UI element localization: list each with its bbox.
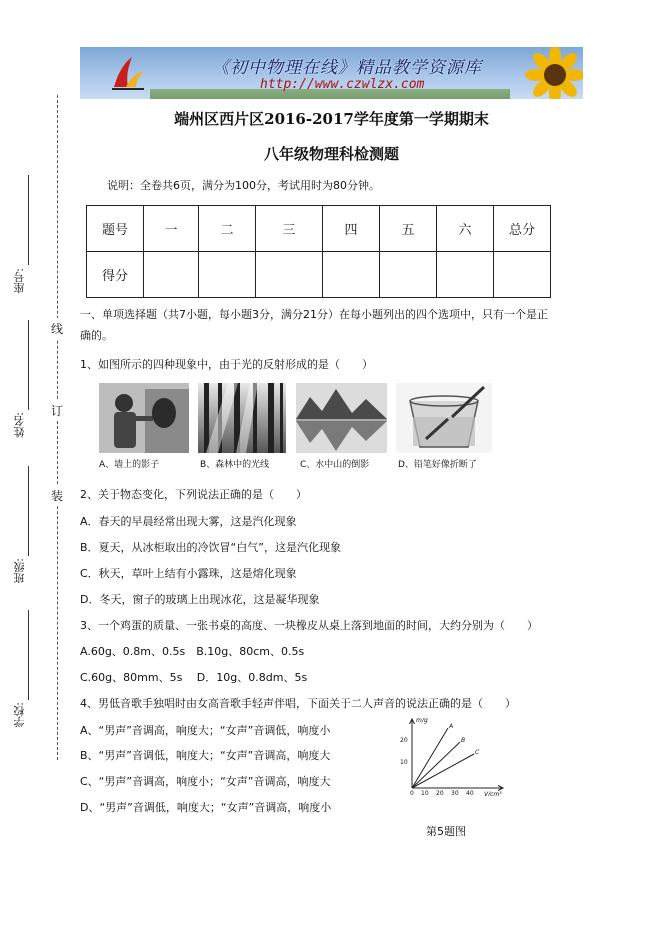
q2-stem: 2、关于物态变化，下列说法正确的是（ ） bbox=[80, 488, 307, 501]
score-cell[interactable] bbox=[144, 252, 199, 298]
score-cell[interactable] bbox=[494, 252, 551, 298]
graph-x-tick-20: 20 bbox=[436, 790, 444, 796]
exam-title: 端州区西片区2016-2017学年度第一学期期末 bbox=[174, 110, 489, 128]
score-header-cell: 题号 bbox=[87, 206, 144, 252]
q1-image-c-mountain-reflection bbox=[296, 383, 387, 453]
school-field[interactable] bbox=[28, 610, 29, 700]
binding-dashed-line bbox=[57, 95, 58, 760]
q1-image-d-pencil-glass bbox=[396, 383, 492, 453]
section1-intro-line1: 一、单项选择题（共7小题，每小题3分，满分21分）在每小题列出的四个选项中，只有一个是正 bbox=[80, 308, 548, 321]
q4-option-c: C、“男声”音调高，响度小；“女声”音调高，响度大 bbox=[80, 775, 331, 788]
score-table bbox=[86, 205, 551, 298]
school-label: 学校: bbox=[13, 702, 26, 728]
score-header-cell: 一 bbox=[144, 206, 199, 252]
bind-char-xian: 线 bbox=[51, 318, 63, 339]
graph-x-tick-10: 10 bbox=[421, 790, 429, 796]
score-cell[interactable] bbox=[323, 252, 380, 298]
q3-stem: 3、一个鸡蛋的质量、一张书桌的高度、一块橡皮从桌上落到地面的时间，大约分别为（ ） bbox=[80, 619, 538, 632]
score-header-cell: 二 bbox=[199, 206, 256, 252]
score-table-header-row bbox=[87, 206, 551, 252]
q2-option-b: B．夏天，从冰柜取出的冷饮冒“白气”，这是汽化现象 bbox=[80, 541, 341, 554]
name-field[interactable] bbox=[28, 320, 29, 410]
banner-url: http://www.czwlzx.com bbox=[260, 77, 425, 92]
score-header-cell: 三 bbox=[256, 206, 323, 252]
exam-subtitle: 八年级物理科检测题 bbox=[263, 145, 399, 163]
q4-option-b: B、“男声”音调低，响度大；“女声”音调高，响度大 bbox=[80, 749, 331, 762]
q2-option-d: D．冬天，窗子的玻璃上出现冰花，这是凝华现象 bbox=[80, 593, 320, 606]
graph-x-tick-30: 30 bbox=[451, 790, 459, 796]
seat-label: 座号: bbox=[13, 268, 26, 294]
q2-option-c: C．秋天，草叶上结有小露珠，这是熔化现象 bbox=[80, 567, 297, 580]
seat-field[interactable] bbox=[28, 175, 29, 265]
banner-slogan: 《初中物理在线》精品教学资源库 bbox=[212, 58, 482, 78]
q1-caption-a: A、墙上的影子 bbox=[99, 460, 160, 470]
q4-option-a: A、“男声”音调高，响度大；“女声”音调低，响度小 bbox=[80, 724, 331, 737]
q3-options-cd: C.60g、80mm、5s D．10g、0.8dm、5s bbox=[80, 671, 308, 684]
graph-y-label: m/g bbox=[416, 717, 428, 724]
graph-line-c bbox=[412, 754, 474, 788]
score-cell[interactable] bbox=[256, 252, 323, 298]
class-label: 班级: bbox=[13, 558, 26, 584]
score-header-cell: 六 bbox=[437, 206, 494, 252]
exam-note: 说明：全卷共6页，满分为100分，考试用时为80分钟。 bbox=[107, 179, 380, 192]
header-banner bbox=[80, 47, 583, 99]
q4-stem: 4、男低音歌手独唱时由女高音歌手轻声伴唱，下面关于二人声音的说法正确的是（ ） bbox=[80, 697, 516, 710]
graph-y-tick-10: 10 bbox=[400, 759, 408, 766]
graph-x-label: V/cm³ bbox=[484, 791, 502, 796]
graph-label-a: A bbox=[449, 723, 454, 730]
figure5-caption: 第5题图 bbox=[426, 825, 466, 838]
logo-icon bbox=[108, 53, 148, 93]
graph-x-tick-0: 0 bbox=[410, 790, 414, 796]
graph-x-tick-40: 40 bbox=[466, 790, 474, 796]
q1-caption-b: B、森林中的光线 bbox=[200, 460, 270, 470]
score-cell[interactable] bbox=[437, 252, 494, 298]
score-cell[interactable] bbox=[199, 252, 256, 298]
graph-y-tick-20: 20 bbox=[400, 737, 408, 744]
q1-caption-c: C、水中山的倒影 bbox=[300, 460, 370, 470]
score-table-score-row bbox=[87, 252, 551, 298]
class-field[interactable] bbox=[28, 466, 29, 556]
q1-stem: 1、如图所示的四种现象中，由于光的反射形成的是（ ） bbox=[80, 358, 373, 371]
graph-label-c: C bbox=[475, 749, 480, 756]
score-cell[interactable] bbox=[380, 252, 437, 298]
bind-char-ding: 订 bbox=[51, 400, 63, 421]
q1-caption-d: D、铅笔好像折断了 bbox=[398, 460, 477, 470]
q1-image-a-shadow bbox=[99, 383, 189, 453]
sunflower-icon bbox=[520, 47, 583, 99]
q3-options-ab: A.60g、0.8m、0.5s B.10g、80cm、0.5s bbox=[80, 645, 305, 658]
q2-option-a: A．春天的早晨经常出现大雾，这是汽化现象 bbox=[80, 515, 297, 528]
graph-label-b: B bbox=[461, 737, 466, 744]
figure5-graph bbox=[398, 716, 510, 796]
score-header-cell: 总分 bbox=[494, 206, 551, 252]
q1-image-b-forest bbox=[198, 383, 286, 453]
section1-intro-line2: 确的。 bbox=[80, 329, 113, 342]
score-header-cell: 四 bbox=[323, 206, 380, 252]
q4-option-d: D、“男声”音调低，响度大；“女声”音调高，响度小 bbox=[80, 801, 332, 814]
name-label: 姓名: bbox=[13, 412, 26, 438]
score-header-cell: 五 bbox=[380, 206, 437, 252]
score-row-label: 得分 bbox=[87, 252, 144, 298]
bind-char-zhuang: 装 bbox=[51, 485, 63, 506]
